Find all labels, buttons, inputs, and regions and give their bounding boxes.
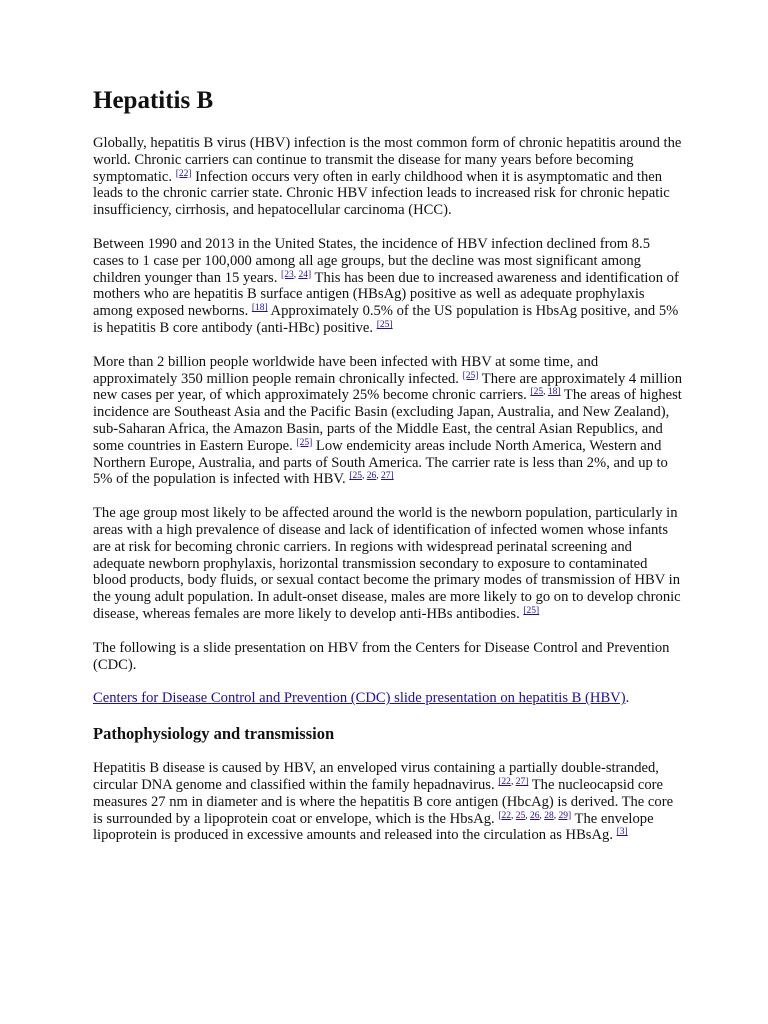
citation-link[interactable]: 29] [558,810,572,821]
citation [523,606,539,616]
paragraph-worldwide: More than 2 billion people worldwide have been infected with HBV at some time, and approximately 350 million people remain chronically infected. [25] There are approximately 4 million new cases per year, of which approximately 25% become chronic carriers. [25, 18] The areas of highest incidence are Southeast Asia and the Pacific Basin (excluding Japan, Australia, and New Zealand), sub-Saharan Africa, the Amazon Basin, parts of the Middle East, the central Asian Republics, and some countries in Eastern Europe. [25] Low endemicity areas include North America, Western and Northern Europe, Australia, and parts of South America. The carrier rate is less than 2%, and up to 5% of the population is infected with HBV. [25, 26, 27] [93,353,682,488]
citation: [22, 25, 26, 28, 29] [498,810,572,821]
paragraph-us-incidence: Between 1990 and 2013 in the United States, the incidence of HBV infection declined from 8.5 cases to 1 case per 100,000 among all age groups, but the decline was most significant among children younger than 15 years. [23, 24] This has been due to increased awareness and identification of mothers who are hepatitis B surface antigen (HBsAg) positive as well as adequate prophylaxis among exposed newborns. [18] Approximately 0.5% of the US population is HbsAg positive, and 5% is hepatitis B core antibody (anti-HBc) positive. [25] [93,235,679,336]
citation-link[interactable]: [3] [616,827,628,838]
paragraph-slide-intro: The following is a slide presentation on HBV from the Centers for Disease Control and Prevention (CDC). [93,639,670,673]
citation-link[interactable]: 25 [515,810,526,821]
cdc-slide-link[interactable]: Centers for Disease Control and Prevention (CDC) slide presentation on hepatitis B (HBV) [93,690,626,707]
citation-link[interactable]: [22 [498,776,511,787]
citation-link[interactable]: 26 [366,471,377,482]
citation [617,827,628,837]
citation [252,303,268,313]
paragraph-age-group: The age group most likely to be affected around the world is the newborn population, particularly in areas with a high prevalence of disease and lack of identification of infected women whose infants are at risk for becoming chronic carriers. In regions with widespread perinatal screening and adequate newborn prophylaxis, horizontal transmission secondary to exposure to contaminated blood products, body fluids, or sexual contact become the primary modes of transmission of HBV in the young adult population. In adult-onset disease, males are more likely to go on to develop chronic disease, whereas females are more likely to develop anti-HBs antibodies. [25] [93,505,681,622]
citation [176,169,192,179]
citation [296,438,312,448]
citation-link[interactable]: [22] [175,168,192,179]
citation [377,320,393,330]
citation-link[interactable]: 18] [547,387,561,398]
citation: [25, 18] [530,387,561,398]
citation-link[interactable]: 24] [298,269,312,280]
page-title: Hepatitis B [93,87,214,114]
citation [463,371,479,381]
paragraph-cdc-link: Centers for Disease Control and Prevention (CDC) slide presentation on hepatitis B (HBV). [93,690,630,707]
citation-link[interactable]: 26 [529,810,540,821]
citation-link[interactable]: [25] [523,605,540,616]
citation-link[interactable]: 28 [544,810,554,821]
citation: [22, 27] [498,776,529,787]
citation-link[interactable]: [25 [530,387,544,398]
citation-link[interactable]: [25] [296,437,313,448]
section-heading-pathophysiology: Pathophysiology and transmission [93,724,335,744]
citation-link[interactable]: [18] [251,303,268,314]
citation-link[interactable]: 27] [515,776,529,787]
paragraph-global-burden: Globally, hepatitis B virus (HBV) infection is the most common form of chronic hepatitis around the world. Chronic carriers can continue to transmit the disease for many years before becoming symptomatic. [22] Infection occurs very often in early childhood when it is asymptomatic and then leads to the chronic carrier state. Chronic HBV infection leads to increased risk for chronic hepatic insufficiency, cirrhosis, and hepatocellular carcinoma (HCC). [93,135,682,219]
citation-link[interactable]: [25] [462,370,479,381]
citation: [25, 26, 27] [349,471,394,482]
citation-link[interactable]: 27] [380,471,394,482]
paragraph-pathophysiology: Hepatitis B disease is caused by HBV, an enveloped virus containing a partially double-stranded, circular DNA genome and classified within the family hepadnavirus. [22, 27] The nucleocapsid core measures 27 nm in diameter and is where the hepatitis B core antigen (HbcAg) is derived. The core is surrounded by a lipoprotein coat or envelope, which is the HbsAg. [22, 25, 26, 28, 29] The envelope lipoprotein is produced in excessive amounts and released into the circulation as HBsAg. [3] [93,760,674,844]
citation-link[interactable]: [23 [281,269,294,280]
citation-link[interactable]: [25] [376,319,393,330]
article [93,86,683,861]
citation: [23, 24] [281,269,312,280]
citation-link[interactable]: [22 [498,810,511,821]
citation-link[interactable]: [25 [349,471,362,482]
